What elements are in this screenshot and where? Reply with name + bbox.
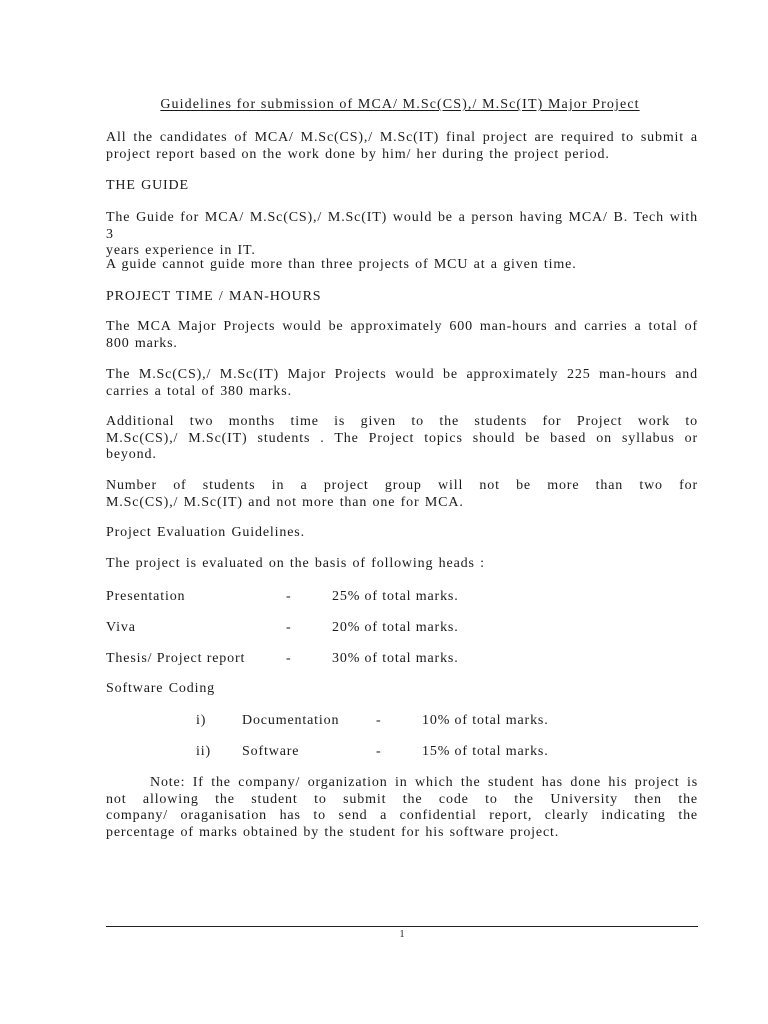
additional-time-line: beyond. [106, 447, 157, 462]
evaluation-dash: - [286, 651, 292, 666]
evaluation-value: 30% of total marks. [332, 651, 459, 666]
note-paragraph [106, 775, 698, 841]
software-item-value: 15% of total marks. [422, 744, 549, 759]
additional-time-line: Additional two months time is given to the students for Project work to [106, 414, 698, 429]
msc-hours-line: carries a total of 380 marks. [106, 383, 292, 399]
footer-divider [106, 926, 698, 927]
note-line: Note: If the company/ organization in which the student has done his project is [150, 775, 698, 790]
evaluation-dash: - [286, 589, 292, 604]
group-size-line: Number of students in a project group will not be more than two for [106, 478, 698, 493]
group-size-paragraph [106, 478, 698, 511]
software-item-label: Software [242, 744, 300, 759]
guide-line: years experience in IT. [106, 243, 256, 258]
software-item-dash: - [376, 744, 382, 759]
evaluation-label: Presentation [106, 589, 186, 604]
page-number: 1 [399, 929, 405, 940]
guide-paragraph [106, 210, 698, 260]
mca-hours-paragraph [106, 319, 698, 352]
evaluation-dash: - [286, 620, 292, 635]
msc-hours-line: The M.Sc(CS),/ M.Sc(IT) Major Projects would be approximately 225 man-hours and [106, 367, 698, 382]
note-line: company/ oraganisation has to send a confidential report, clearly indicating the [106, 808, 698, 823]
software-item-dash: - [376, 713, 382, 728]
software-heading: Software Coding [106, 681, 216, 696]
software-item-number: ii) [196, 744, 211, 759]
evaluation-value: 25% of total marks. [332, 589, 459, 604]
intro-line: All the candidates of MCA/ M.Sc(CS),/ M.Sc(IT) final project are required to submit a [106, 130, 698, 145]
guide-heading: THE GUIDE [106, 178, 189, 193]
note-line: not allowing the student to submit the code to the University then the [106, 791, 698, 807]
note-line: percentage of marks obtained by the student for his software project. [106, 824, 560, 840]
software-item-number: i) [196, 713, 207, 728]
mca-hours-line: 800 marks. [106, 335, 178, 351]
additional-time-line: M.Sc(CS),/ M.Sc(IT) students . The Project topics should be based on syllabus or [106, 430, 698, 446]
evaluation-label: Viva [106, 620, 136, 635]
time-heading: PROJECT TIME / MAN-HOURS [106, 289, 322, 304]
group-size-line: M.Sc(CS),/ M.Sc(IT) and not more than one for MCA. [106, 494, 464, 510]
guide-line: The Guide for MCA/ M.Sc(CS),/ M.Sc(IT) would be a person having MCA/ B. Tech with 3 [106, 210, 698, 242]
intro-line: project report based on the work done by him/ her during the project period. [106, 146, 610, 162]
evaluation-intro: The project is evaluated on the basis of following heads : [106, 556, 485, 571]
evaluation-label: Thesis/ Project report [106, 651, 246, 666]
intro-paragraph [106, 130, 698, 163]
additional-time-paragraph [106, 414, 698, 464]
software-item-value: 10% of total marks. [422, 713, 549, 728]
evaluation-value: 20% of total marks. [332, 620, 459, 635]
evaluation-heading: Project Evaluation Guidelines. [106, 525, 305, 540]
guide-limit-text: A guide cannot guide more than three projects of MCU at a given time. [106, 257, 577, 272]
mca-hours-line: The MCA Major Projects would be approximately 600 man-hours and carries a total of [106, 319, 698, 334]
msc-hours-paragraph [106, 367, 698, 400]
document-title: Guidelines for submission of MCA/ M.Sc(CS),/ M.Sc(IT) Major Project [160, 97, 640, 112]
software-item-label: Documentation [242, 713, 340, 728]
